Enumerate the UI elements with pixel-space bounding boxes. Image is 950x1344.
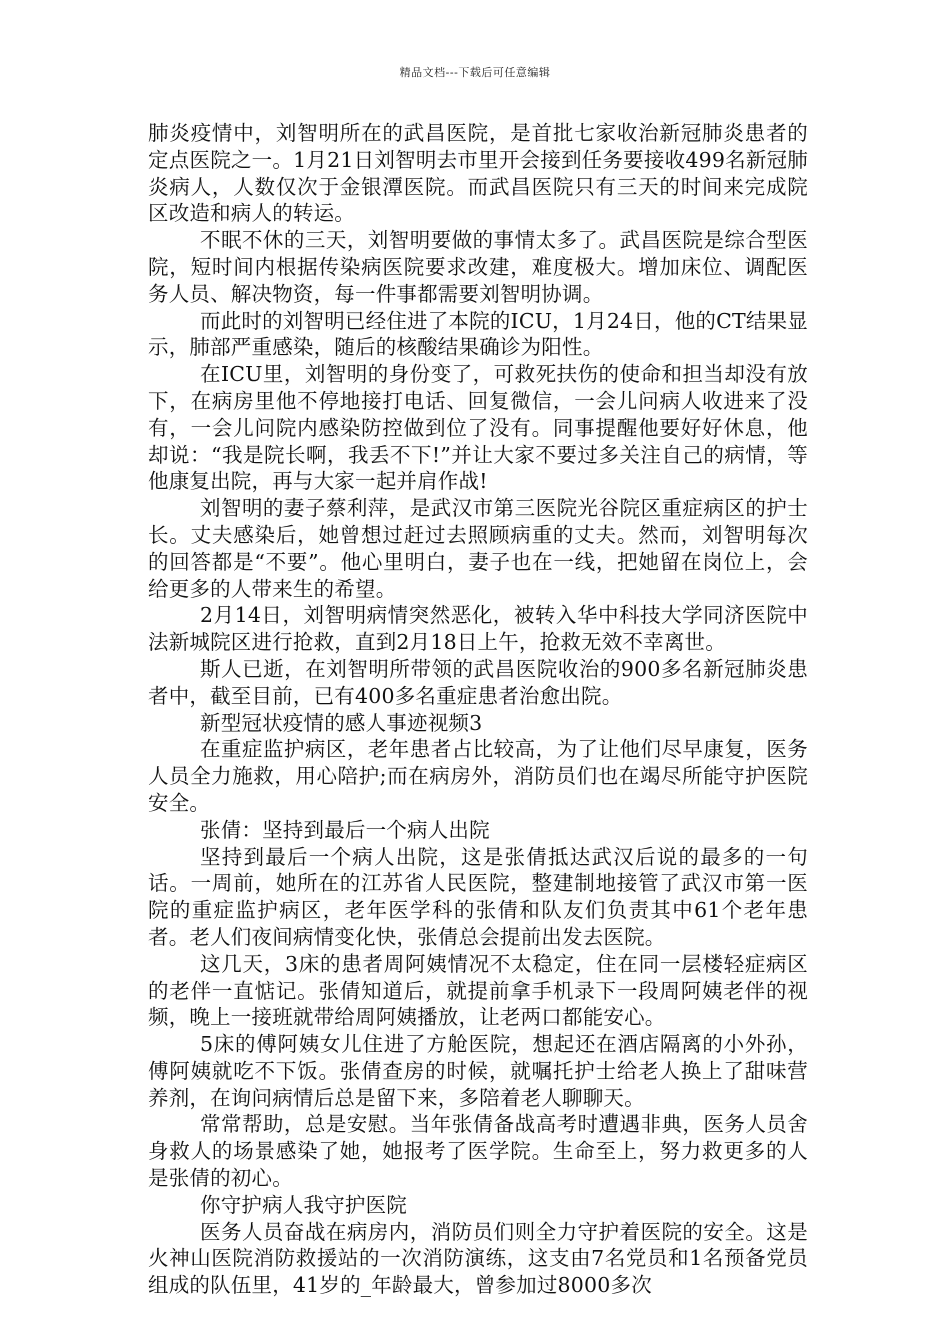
paragraph: 斯人已逝，在刘智明所带领的武昌医院收治的900多名新冠肺炎患者中，截至目前，已有400多名重症患者治愈出院。 [148,656,808,708]
section-heading: 新型冠状疫情的感人事迹视频3 [200,710,483,735]
paragraph: 医务人员奋战在病房内，消防员们则全力守护着医院的安全。这是火神山医院消防救援站的一次消防演练，这支由7名党员和1名预备党员组成的队伍里，41岁的_年龄最大，曾参加过8000多次 [148,1219,808,1298]
paragraph: 不眠不休的三天，刘智明要做的事情太多了。武昌医院是综合型医院，短时间内根据传染病医院要求改建，难度极大。增加床位、调配医务人员、解决物资，每一件事都需要刘智明协调。 [148,228,808,306]
paragraph: 常常帮助，总是安慰。当年张倩备战高考时遭遇非典，医务人员舍身救人的场景感染了她，她报考了医学院。生命至上，努力救更多的人是张倩的初心。 [148,1112,808,1191]
paragraph: 在重症监护病区，老年患者占比较高，为了让他们尽早康复，医务人员全力施救，用心陪护;而在病房外，消防员们也在竭尽所能守护医院安全。 [148,737,808,815]
paragraph: 而此时的刘智明已经住进了本院的ICU，1月24日，他的CT结果显示，肺部严重感染，随后的核酸结果确诊为阳性。 [148,308,808,360]
page-header: 精品文档---下载后可任意编辑 [399,66,551,79]
document-body [148,120,808,1299]
paragraph: 在ICU里，刘智明的身份变了，可救死扶伤的使命和担当却没有放下，在病房里他不停地接打电话、回复微信，一会儿问病人收进来了没有，一会儿问院内感染防控做到位了没有。同事提醒他要好好休息，他却说：“我是院长啊，我丢不下!”并让大家不要过多关注自己的病情，等他康复出院，再与大家一起并肩作战! [148,362,808,494]
section-heading: 你守护病人我守护医院 [200,1192,407,1217]
paragraph: 肺炎疫情中，刘智明所在的武昌医院，是首批七家收治新冠肺炎患者的定点医院之一。1月21日刘智明去市里开会接到任务要接收499名新冠肺炎病人，人数仅次于金银潭医院。而武昌医院只有三天的时间来完成院区改造和病人的转运。 [148,121,808,226]
paragraph: 5床的傅阿姨女儿住进了方舱医院，想起还在酒店隔离的小外孙，傅阿姨就吃不下饭。张倩查房的时候，就嘱托护士给老人换上了甜味营养剂，在询问病情后总是留下来，多陪着老人聊聊天。 [148,1032,808,1110]
paragraph: 这几天，3床的患者周阿姨情况不太稳定，住在同一层楼轻症病区的老伴一直惦记。张倩知道后，就提前拿手机录下一段周阿姨老伴的视频，晚上一接班就带给周阿姨播放，让老两口都能安心。 [148,951,808,1030]
paragraph: 刘智明的妻子蔡利萍，是武汉市第三医院光谷院区重症病区的护士长。丈夫感染后，她曾想过赶过去照顾病重的丈夫。然而，刘智明每次的回答都是“不要”。他心里明白，妻子也在一线，把她留在岗位上，会给更多的人带来生的希望。 [148,496,808,601]
paragraph: 2月14日，刘智明病情突然恶化，被转入华中科技大学同济医院中法新城院区进行抢救，直到2月18日上午，抢救无效不幸离世。 [148,603,808,655]
section-heading: 张倩：坚持到最后一个病人出院 [200,817,490,842]
paragraph: 坚持到最后一个病人出院，这是张倩抵达武汉后说的最多的一句话。一周前，她所在的江苏省人民医院，整建制地接管了武汉市第一医院的重症监护病区，老年医学科的张倩和队友们负责其中61个老年患者。老人们夜间病情变化快，张倩总会提前出发去医院。 [148,844,808,949]
